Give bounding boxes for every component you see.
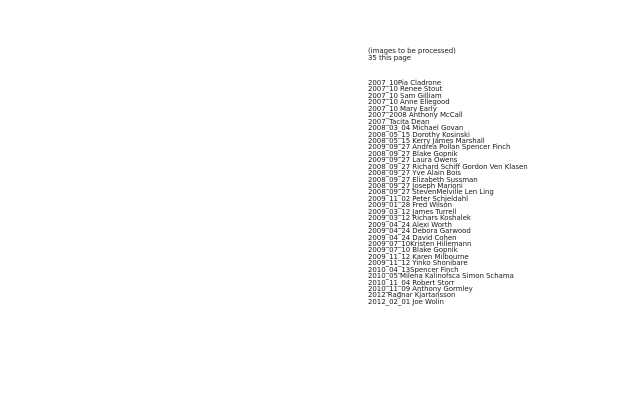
list-item: 2010_04_13Spencer Finch (368, 265, 459, 274)
list-item: 2007_10 Renee Stout (368, 85, 443, 94)
list-item: 2008_05_15 Kerry James Marshall (368, 136, 485, 145)
list-item: 2007_2008 Anthony McCall (368, 111, 463, 120)
list-item: 2009_11_02 Peter Schjeldahl (368, 194, 468, 203)
list-item: 2008_09_27 Elizabeth Sussman (368, 175, 478, 184)
list-item: 2009_04_24 Alexi Worth (368, 220, 452, 229)
list-item: 2009_07_10 Blake Gopnik (368, 246, 458, 255)
list-item: 2010_11_04 Robert Storr (368, 278, 455, 287)
list-item: 2009_01_28 Fred Wilson (368, 201, 452, 210)
list-item: 2009_07_10Kristen Hillemann (368, 239, 472, 248)
images-to-process-note: (images to be processed) (368, 47, 456, 55)
list-item: 2007_10Pia Cladrone (368, 79, 442, 87)
list-item: 2009_11_12 Yinko Shonibare (368, 259, 468, 268)
list-item: 2012_02_01 Joe Wolin (368, 297, 444, 306)
list-item: 2007_10 Anne Ellegood (368, 98, 450, 107)
list-item: 2008_09_27 Joseph Marioni (368, 182, 463, 190)
list-item: 2009_09_27 Andrea Pollan Spencer Finch (368, 143, 511, 152)
list-item: 2008_09_27 Richard Schiff Gordon Ven Klasen (368, 162, 528, 171)
list-item: 2010_11_09 Anthony Gormley (368, 285, 473, 293)
list-item: 2008_03_04 Michael Govan (368, 124, 464, 133)
header (368, 48, 528, 62)
list-item: 2009_09_27 Laura Owens (368, 156, 458, 165)
list-item: 2012 Ragnar Kjartansson (368, 291, 456, 300)
list-item: 2009_03_12 Richars Koshalek (368, 214, 471, 223)
list-item: 2010_05 Milena Kalinofsca Simon Schama (368, 272, 514, 281)
list-item: 2007_10 Mary Early (368, 104, 437, 113)
list-item: 2007_10 Sam Gilliam (368, 91, 442, 100)
list-item: 2008_09_27 Yve Alain Bois (368, 169, 461, 178)
list-item: 2009_04_24 Debora Garwood (368, 227, 471, 236)
list-item: 2009_04_24 David Cohen (368, 233, 457, 242)
list-item: 2008_09_27 Blake Gopnik (368, 149, 458, 158)
list-item: 2008_05_15 Dorothy Kosinski (368, 130, 470, 139)
list-item: 2007_Tacita Dean (368, 117, 430, 126)
list-item: 2008_09_27 StevenMelville Len Ling (368, 188, 494, 197)
page-count: 35 this page (368, 54, 412, 62)
list-item: 2009_03_12 James Turrell (368, 207, 457, 216)
content-block (368, 48, 528, 305)
list-item: 2009_11_12 Karen Milbourne (368, 252, 469, 261)
image-list (368, 80, 528, 305)
